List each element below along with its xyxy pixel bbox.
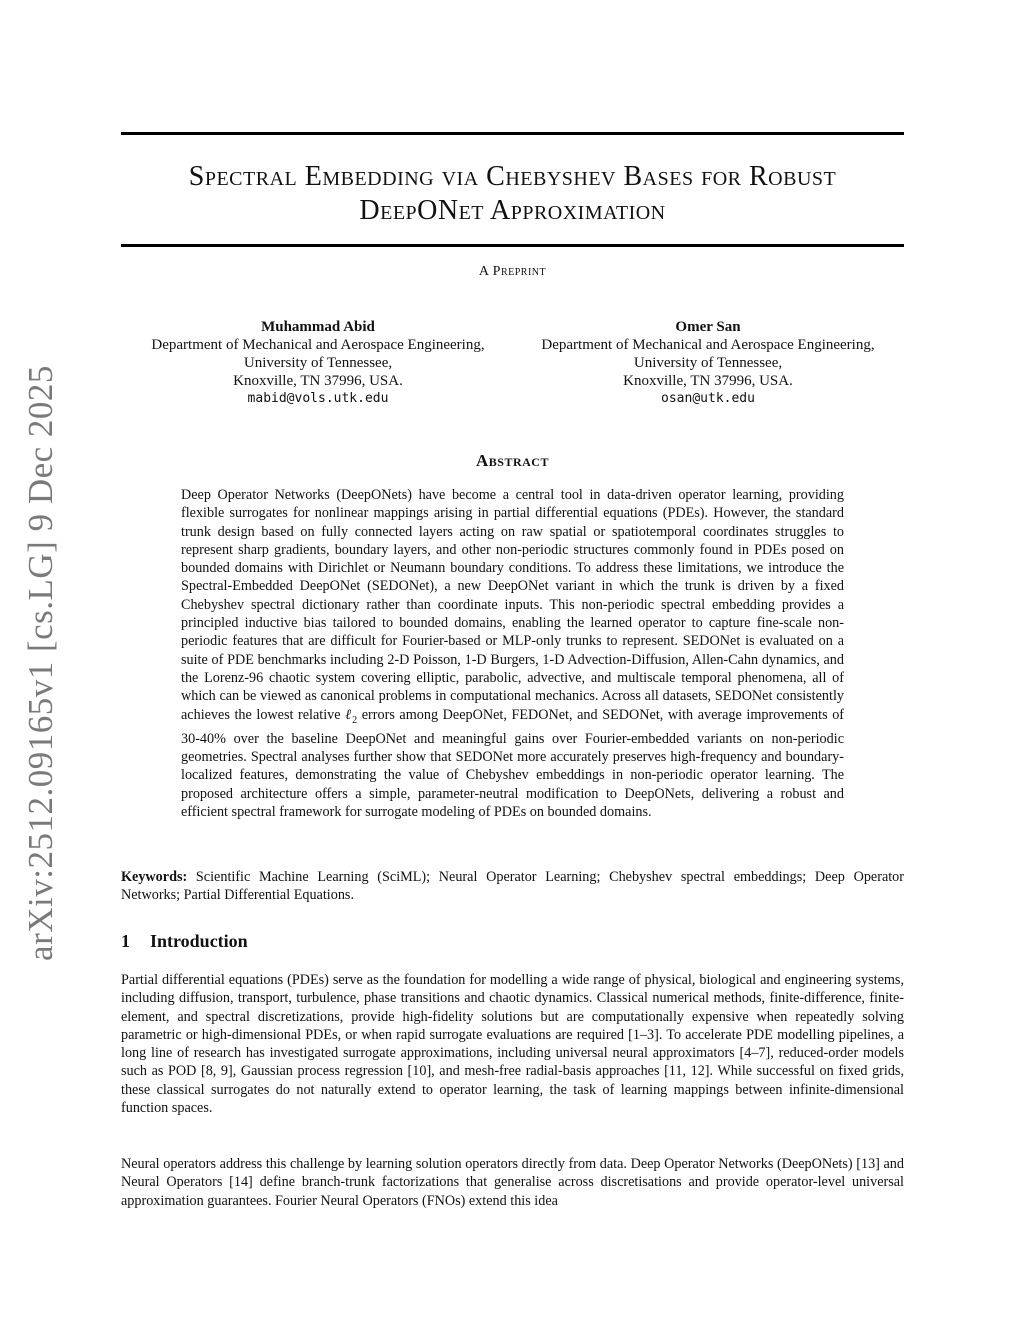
intro-paragraph-1: Partial differential equations (PDEs) serve as the foundation for modelling a wide range of physical, biological and engineering systems, including diffusion, transport, turbulence, phase transitions and chaotic dynamics. Classical numerical methods, finite-difference, finite-element, and spectral discretizations, provide high-fidelity solutions but are computationally expensive when repeatedly solving parametric or high-dimensional PDEs, or when rapid surrogate evaluations are required [1–3]. To accelerate PDE modelling pipelines, a long line of research has investigated surrogate approximations, including universal neural approximators [4–7], reduced-order models such as POD [8, 9], Gaussian process regression [10], and mesh-free radial-basis approaches [11, 12]. While successful on fixed grids, these classical surrogates do not naturally extend to operator learning, the task of learning mappings between infinite-dimensional function spaces.: [121, 972, 904, 1117]
section-heading-introduction: [121, 931, 248, 952]
author-department: Department of Mechanical and Aerospace Engineering,: [151, 337, 485, 353]
arxiv-id-text: arXiv:2512.09165v1 [cs.LG] 9 Dec 2025: [21, 365, 61, 961]
l2-norm-symbol: ℓ: [345, 706, 353, 723]
intro-paragraph-2: Neural operators address this challenge by learning solution operators directly from data. Deep Operator Networks (DeepONets) [13] and Neural Operators [14] define branch-trunk factorizations that generalise across discretisations and provide operator-level universal approximation guarantees. Fourier Neural Operators (FNOs) extend this idea: [121, 1156, 904, 1209]
paper-title: [121, 160, 904, 228]
title-bottom-rule: [121, 244, 904, 247]
title-top-rule: [121, 132, 904, 135]
abstract-body: [181, 486, 844, 821]
author-name: Muhammad Abid: [261, 319, 375, 335]
l2-norm-subscript: 2: [352, 714, 358, 726]
author-email[interactable]: osan@utk.edu: [661, 391, 755, 406]
author-email[interactable]: mabid@vols.utk.edu: [247, 391, 389, 406]
keywords-block: [121, 868, 904, 905]
author-block-1: [128, 318, 508, 408]
keywords-text: Scientific Machine Learning (SciML); Neural Operator Learning; Chebyshev spectral embeddings; Deep Operator Networks; Partial Differential Equations.: [121, 869, 904, 904]
section-title: Introduction: [150, 931, 248, 951]
title-line-2: DeepONet Approximation: [359, 195, 666, 226]
author-block-2: [518, 318, 898, 408]
title-line-1: Spectral Embedding via Chebyshev Bases for Robust: [188, 161, 837, 192]
abstract-text-part-1: Deep Operator Networks (DeepONets) have become a central tool in data-driven operator learning, providing flexible surrogates for nonlinear mappings arising in partial differential equations (PDEs). However, the standard trunk design based on fully connected layers acting on raw spatial or spatiotemporal coordinates struggles to represent sharp gradients, boundary layers, and other non-periodic structures commonly found in PDEs posed on bounded domains with Dirichlet or Neumann boundary conditions. To address these limitations, we introduce the Spectral-Embedded DeepONet (SEDONet), a new DeepONet variant in which the trunk is driven by a fixed Chebyshev spectral dictionary rather than coordinate inputs. This non-periodic spectral embedding provides a principled inductive bias tailored to bounded domains, enabling the learned operator to capture fine-scale non-periodic features that are difficult for Fourier-based or MLP-only trunks to represent. SEDONet is evaluated on a suite of PDE benchmarks including 2-D Poisson, 1-D Burgers, 1-D Advection-Diffusion, Allen-Cahn dynamics, and the Lorenz-96 chaotic system covering elliptic, parabolic, advective, and multiscale temporal phenomena, all of which can be viewed as canonical problems in computational mechanics. Across all datasets, SEDONet consistently achieves the lowest relative: [181, 487, 844, 723]
section-number: 1: [121, 931, 130, 951]
author-location: Knoxville, TN 37996, USA.: [623, 373, 793, 389]
abstract-heading: Abstract: [476, 451, 549, 470]
author-university: University of Tennessee,: [633, 355, 783, 371]
arxiv-identifier-stamp: [12, 365, 70, 961]
keywords-label: Keywords:: [121, 869, 188, 885]
author-location: Knoxville, TN 37996, USA.: [233, 373, 403, 389]
author-department: Department of Mechanical and Aerospace Engineering,: [541, 337, 875, 353]
author-university: University of Tennessee,: [243, 355, 393, 371]
abstract-text-part-2: errors among DeepONet, FEDONet, and SEDONet, with average improvements of 30-40% over the baseline DeepONet and meaningful gains over Fourier-embedded variants on non-periodic geometries. Spectral analyses further show that SEDONet more accurately preserves high-frequency and boundary-localized features, demonstrating the value of Chebyshev embeddings in non-periodic operator learning. The proposed architecture offers a simple, parameter-neutral modification to DeepONets, delivering a robust and efficient spectral framework for surrogate modeling of PDEs on bounded domains.: [181, 706, 845, 820]
author-name: Omer San: [675, 319, 741, 335]
preprint-label: A Preprint: [478, 264, 547, 279]
